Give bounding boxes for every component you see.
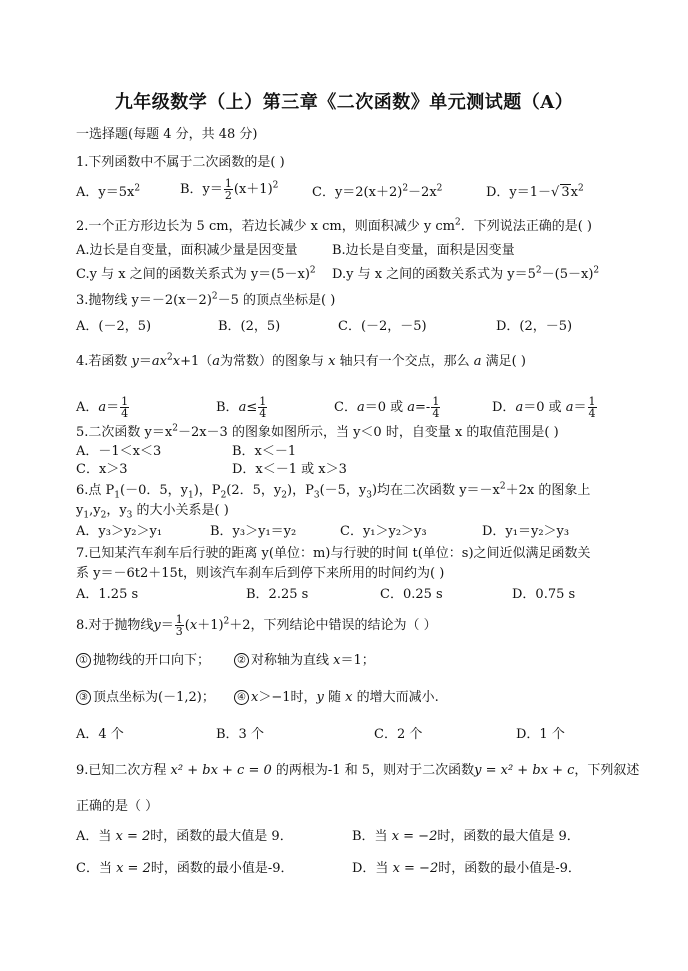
q4-stem-c: 为常数）的图象与 — [220, 354, 329, 369]
q6-stem-line1 — [76, 482, 590, 500]
q9-d-pre: D．当 — [352, 861, 393, 876]
q6-l1-h: ＋2x 的图象上 — [505, 483, 591, 498]
q1-b-den: 2 — [224, 189, 232, 202]
section-heading: 一选择题(每题 4 分，共 48 分) — [76, 127, 258, 142]
q5-stem-sup: 2 — [172, 423, 178, 434]
q4-d-den: 4 — [588, 407, 596, 420]
q4-a-label: A． — [76, 400, 99, 415]
q4-c-var2: a — [407, 400, 416, 415]
q8-stem-x: x — [189, 618, 198, 633]
q8-s4-b: 随 — [323, 690, 346, 705]
q8-statement-2 — [234, 652, 375, 670]
q8-s2-a: 对称轴为直线 — [251, 653, 334, 668]
q2-d-text: D.y 与 x 之间的函数关系式为 y＝5 — [332, 267, 536, 282]
q2-option-d — [332, 266, 599, 284]
q5-option-d: D．x＜－1 或 x＞3 — [232, 462, 347, 477]
q1-a-text: A．y＝5x — [76, 185, 135, 200]
q4-b-num: 1 — [259, 395, 267, 408]
q8-stem-y: y — [153, 618, 161, 633]
q9-c-post: 时，函数的最小值是-9． — [150, 861, 294, 876]
q2-d-mid: －(5－x) — [541, 267, 594, 282]
q4-b-fraction — [258, 396, 267, 419]
q4-c-den: 4 — [432, 407, 440, 420]
q4-stem-e: 满足( ) — [481, 354, 526, 369]
q7-stem-line2: 系 y＝－6t2＋15t，则该汽车刹车后到停下来所用的时间约为( ) — [76, 566, 445, 581]
q6-l1-s4: 2 — [281, 490, 287, 501]
q1-d-post: x — [570, 185, 578, 200]
q6-l2-c: ，y — [106, 503, 127, 518]
q5-stem — [76, 424, 559, 442]
q8-stem-eq: ＝ — [160, 618, 174, 633]
q9-c-x: x = 2 — [116, 861, 151, 876]
q2-option-c — [76, 266, 316, 284]
q9-a-post: 时，函数的最大值是 9． — [150, 829, 293, 844]
q1-b-post: (x＋1) — [233, 182, 273, 197]
q8-statement-3 — [76, 689, 215, 707]
q4-c-num: 1 — [432, 395, 440, 408]
q8-stem — [76, 614, 437, 637]
q8-stem-a: 8.对于抛物线 — [76, 618, 154, 633]
q1-option-c — [312, 184, 442, 202]
q9-l1-c: ，下列叙述 — [574, 763, 640, 778]
q6-l2-s1: 1 — [83, 510, 90, 521]
q4-option-c — [334, 396, 441, 419]
q6-l1-f: (－5，y — [319, 483, 367, 498]
q5-option-b: B．x＜－1 — [232, 444, 297, 459]
q4-d-label: D． — [492, 400, 516, 415]
q1-c-text: C．y＝2(x＋2) — [312, 185, 403, 200]
q4-option-d — [492, 396, 598, 419]
q1-d-sup: 2 — [577, 183, 584, 194]
q9-a-x: x = 2 — [115, 829, 151, 844]
q7-option-b: B．2.25 s — [246, 587, 309, 602]
q9-option-b — [352, 828, 580, 846]
q8-num-3: ③ — [76, 690, 91, 705]
q4-stem-ax: ax — [151, 354, 168, 369]
q9-stem-line1 — [76, 762, 639, 780]
q6-l1-s2: 1 — [188, 490, 194, 501]
q4-option-a — [76, 396, 130, 419]
q4-stem-a: 4.若函数 — [76, 354, 132, 369]
q8-s3: 顶点坐标为(－1,2)； — [93, 690, 215, 705]
q6-l2-a: y — [76, 503, 84, 518]
q2-c-sup: 2 — [309, 265, 316, 276]
q4-stem-sup: 2 — [167, 352, 173, 363]
q3-option-c: C．(－2，－5) — [338, 319, 427, 334]
q9-c-pre: C．当 — [76, 861, 117, 876]
q5-stem-a: 5.二次函数 y＝x — [76, 425, 173, 440]
q3-stem-b: －5 的顶点坐标是( ) — [217, 293, 336, 308]
q3-stem — [76, 292, 335, 310]
q2-stem-b: ．下列说法正确的是( ) — [460, 219, 592, 234]
q4-b-label: B． — [216, 400, 239, 415]
q9-option-c — [76, 860, 294, 878]
q2-option-b: B.边长是自变量，面积是因变量 — [332, 243, 515, 258]
q7-option-a: A．1.25 s — [76, 587, 139, 602]
q6-option-d: D．y₁＝y₂＞y₃ — [482, 524, 570, 539]
q9-b-x: x = −2 — [391, 829, 438, 844]
q2-stem-a: 2.一个正方形边长为 5 cm，若边长减少 x cm，则面积减少 y cm — [76, 219, 455, 234]
q1-d-text: D．y＝1－ — [486, 185, 552, 200]
q8-option-c: C．2 个 — [374, 727, 423, 742]
q5-option-a: A．－1＜x＜3 — [76, 444, 162, 459]
q1-c-mid: －2x — [408, 185, 437, 200]
q6-option-b: B．y₃＞y₁＝y₂ — [210, 524, 297, 539]
q9-b-pre: B．当 — [352, 829, 392, 844]
q8-num-4: ④ — [234, 690, 249, 705]
q9-l1-eq2: y = x² + bx + c — [474, 763, 575, 778]
q8-s1: 抛物线的开口向下； — [93, 653, 211, 668]
q7-option-d: D．0.75 s — [512, 587, 576, 602]
q8-s4-c: 的增大而减小. — [352, 690, 439, 705]
q8-s2-x: x — [333, 653, 341, 668]
q5-option-c: C．x＞3 — [76, 462, 128, 477]
q9-l1-b: 的两根为-1 和 5，则对于二次函数 — [271, 763, 475, 778]
q1-c-sup2: 2 — [436, 183, 443, 194]
q4-stem-b: +1（ — [180, 354, 213, 369]
q8-stem-b: ( — [184, 618, 190, 633]
q6-l2-d: 的大小关系是( ) — [132, 503, 229, 518]
q1-option-d — [486, 184, 584, 202]
q8-s2-b: ＝1； — [340, 653, 375, 668]
q9-l1-eq1: x² + bx + c = 0 — [170, 763, 272, 778]
q8-stem-fraction — [175, 614, 184, 637]
q4-c-label: C． — [334, 400, 357, 415]
q7-stem-line1: 7.已知某汽车刹车后行驶的距离 y(单位：m)与行驶的时间 t(单位：s)之间近似满足函数关 — [76, 546, 591, 561]
q8-stem-den: 3 — [175, 625, 183, 638]
q6-l1-d: (2．5，y — [226, 483, 282, 498]
q1-option-b — [180, 178, 278, 201]
q9-a-pre: A．当 — [76, 829, 116, 844]
q6-l2-b: ,y — [89, 503, 101, 518]
q4-a-num: 1 — [121, 395, 129, 408]
q4-a-var: a — [98, 400, 107, 415]
q8-option-b: B．3 个 — [216, 727, 264, 742]
q4-stem-acoef: a — [212, 354, 221, 369]
q1-a-sup: 2 — [134, 183, 141, 194]
q4-stem-x: x — [172, 354, 181, 369]
q3-stem-sup: 2 — [211, 291, 218, 302]
q4-option-b — [216, 396, 268, 419]
q8-stem-d: ＋2，下列结论中错误的结论为（ ） — [229, 618, 437, 633]
q6-l1-a: 6.点 P — [76, 483, 115, 498]
q3-option-b: B．(2，5) — [218, 319, 281, 334]
q6-l2-s3: 3 — [126, 510, 133, 521]
q3-option-d: D．(2，－5) — [496, 319, 573, 334]
q4-stem-aa: a — [473, 354, 482, 369]
q6-l1-s6: 3 — [366, 490, 372, 501]
q4-b-var: a — [238, 400, 247, 415]
q4-d-num: 1 — [588, 395, 596, 408]
q8-num-1: ① — [76, 653, 91, 668]
q8-s4-x2: x — [345, 690, 353, 705]
q1-d-radical: √ — [551, 185, 560, 200]
q4-stem-xaxis: x — [328, 354, 336, 369]
q8-s4-a: ＞−1时， — [258, 690, 317, 705]
q4-a-fraction — [120, 396, 129, 419]
q2-d-sup2: 2 — [593, 265, 600, 276]
q2-d-sup1: 2 — [535, 265, 542, 276]
q6-l1-b: (－0．5，y — [120, 483, 188, 498]
q2-c-text: C.y 与 x 之间的函数关系式为 y＝(5－x) — [76, 267, 310, 282]
q1-c-sup1: 2 — [402, 183, 409, 194]
q1-b-text: B．y＝ — [180, 182, 223, 197]
q6-stem-line2 — [76, 502, 229, 520]
q8-s4-x: x — [251, 690, 259, 705]
q1-b-sup: 2 — [272, 180, 279, 191]
q6-l1-c: )，P — [193, 483, 221, 498]
q9-d-x: x = −2 — [392, 861, 439, 876]
q4-stem-eq: ＝ — [138, 354, 152, 369]
q4-d-eq: ＝ — [573, 400, 587, 415]
q6-option-a: A．y₃＞y₂＞y₁ — [76, 524, 163, 539]
q7-option-c: C．0.25 s — [380, 587, 443, 602]
q6-l1-s5: 3 — [313, 490, 320, 501]
q4-d-mid: ＝0 或 — [523, 400, 566, 415]
q8-s4-y: y — [316, 690, 324, 705]
q8-stem-sup: 2 — [223, 616, 230, 627]
page-title: 九年级数学（上）第三章《二次函数》单元测试题（A） — [114, 92, 574, 113]
q4-d-var2: a — [565, 400, 574, 415]
q1-b-fraction — [224, 178, 233, 201]
q1-stem: 1.下列函数中不属于二次函数的是( ) — [76, 155, 285, 170]
q4-c-fraction — [431, 396, 440, 419]
q4-c-var1: a — [356, 400, 365, 415]
q8-statement-4 — [234, 689, 439, 707]
q6-l1-e: )，P — [287, 483, 314, 498]
q9-option-a — [76, 828, 293, 846]
q4-stem — [76, 353, 526, 371]
q2-stem-sup: 2 — [454, 217, 461, 228]
q9-b-post: 时，函数的最大值是 9． — [437, 829, 580, 844]
q8-statement-1 — [76, 652, 210, 670]
q6-l1-g: )均在二次函数 y＝－x — [371, 483, 500, 498]
q8-option-d: D．1 个 — [516, 727, 565, 742]
q4-d-var1: a — [515, 400, 524, 415]
q4-stem-d: 轴只有一个交点，那么 — [335, 354, 474, 369]
q8-num-2: ② — [234, 653, 249, 668]
q4-b-den: 4 — [259, 407, 267, 420]
q4-c-mid: ＝0 或 — [364, 400, 408, 415]
q1-d-radicand: 3 — [561, 185, 570, 200]
q9-stem-line2: 正确的是（ ） — [76, 799, 159, 814]
q5-stem-b: －2x－3 的图象如图所示，当 y＜0 时，自变量 x 的取值范围是( ) — [177, 425, 559, 440]
q1-b-num: 1 — [224, 177, 232, 190]
q9-option-d — [352, 860, 581, 878]
q8-stem-num: 1 — [175, 613, 183, 626]
q6-l1-s1: 1 — [114, 490, 121, 501]
q6-l1-sup: 2 — [499, 481, 506, 492]
q9-l1-a: 9.已知二次方程 — [76, 763, 171, 778]
q6-option-c: C．y₁＞y₂＞y₃ — [340, 524, 427, 539]
q8-stem-c: ＋1) — [197, 618, 224, 633]
q4-a-den: 4 — [121, 407, 129, 420]
q4-stem-y: y — [131, 354, 139, 369]
q3-stem-a: 3.抛物线 y＝－2(x－2) — [76, 293, 212, 308]
q6-l2-s2: 2 — [100, 510, 107, 521]
q2-stem — [76, 218, 592, 236]
q9-d-post: 时，函数的最小值是-9． — [438, 861, 581, 876]
q8-option-a: A．4 个 — [76, 727, 124, 742]
q6-l1-s3: 2 — [220, 490, 227, 501]
q4-a-eq: ＝ — [106, 400, 120, 415]
q4-d-fraction — [588, 396, 597, 419]
q4-b-le: ≤ — [246, 400, 258, 415]
q2-option-a: A.边长是自变量，面积减少量是因变量 — [76, 243, 298, 258]
q4-c-eq: =- — [415, 400, 431, 415]
q1-option-a — [76, 184, 140, 202]
q3-option-a: A．(－2，5) — [76, 319, 152, 334]
